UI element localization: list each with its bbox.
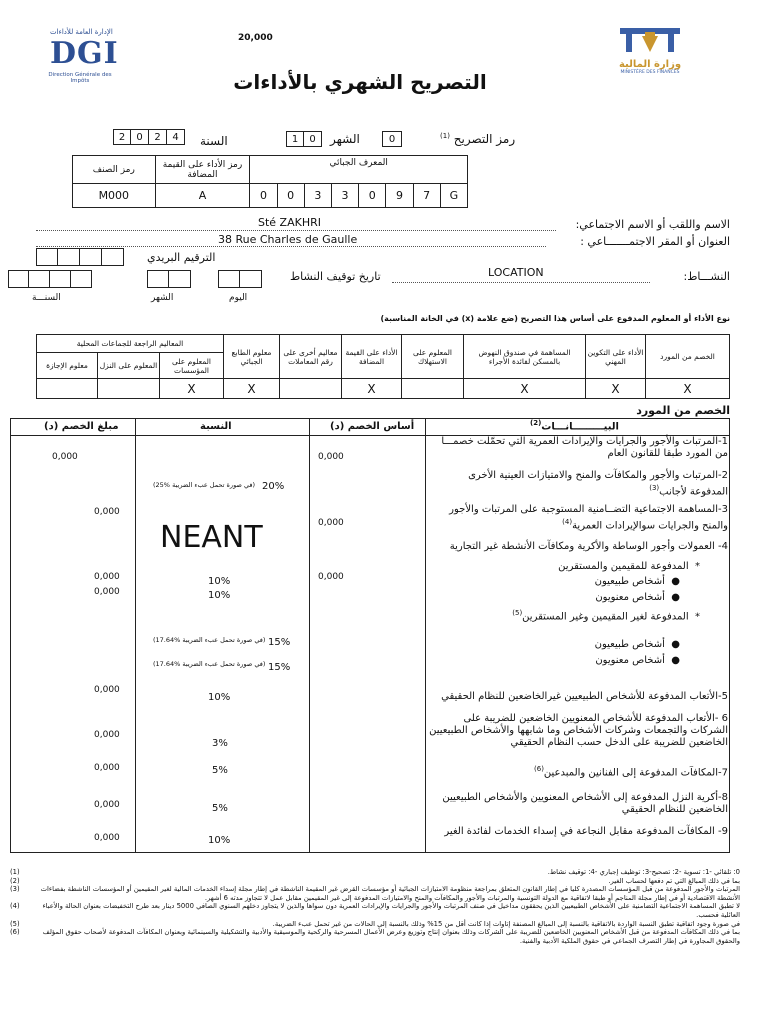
dgi-logo-arabic: الإدارة العامة للأداءات bbox=[50, 28, 113, 36]
address-value[interactable]: 38 Rue Charles de Gaulle bbox=[218, 233, 358, 246]
row-desc: 4- العمولات وأجور الوساطة والأكرية ومكافآت الأنشطة غير التجارية bbox=[449, 541, 728, 552]
footnote-text: المرتبات والأجور المدفوعة من قبل المؤسسات المصدرة كليا في إطار القانون المتعلق بمراجعة منظومة الامتيازات الجبائية أو مؤسسات القرض غير المقيمة الناشطة في إطار مجلة إسداء الخدمات المالية لغير المقيمين أو المؤسسات الناشطة بفضاءات الأنشطة الاقتصادية أو في إطار مجلة المناجم أو طبقا لاتفاقية مع الدولة التونسية والمرتبات والأجور والمكافآت والمنح والامتيازات المدفوعة إلى غير المقيمين مقابل عمل لا تتجاوز مدته 6 أشهر. bbox=[40, 885, 740, 902]
row-rate: 3% bbox=[212, 738, 228, 749]
row-base[interactable]: 0,000 bbox=[318, 518, 344, 528]
footnote-number: (4) bbox=[10, 902, 20, 911]
postal-box[interactable] bbox=[58, 248, 80, 266]
row-rate: 20% bbox=[262, 481, 285, 492]
row-rate: 5% bbox=[212, 803, 228, 814]
row-subdesc-text: أشخاص معنويون bbox=[595, 592, 665, 603]
stop-date-label: تاريخ توقيف النشاط bbox=[290, 270, 381, 283]
stop-month-box[interactable] bbox=[169, 270, 191, 288]
tax-col-header: المعلوم على الاستهلاك bbox=[402, 335, 464, 379]
col-data-header bbox=[530, 419, 619, 432]
row-rate: 10% bbox=[208, 576, 231, 587]
row-desc: 6 -الأتعاب المدفوعة للأشخاص المعنويين الخاضعين للضريبة على الشركات والتجمعات وشركات الأشخاص وما شابهها والأشخاص الطبيعيين الخاضعين للضريبة على الدخل حسب النظام الحقيقي bbox=[429, 713, 728, 748]
tax-col-header: معلوم الإجازة bbox=[37, 353, 98, 379]
footnote-text: في صورة وجود اتفاقية تطبق النسبة الواردة بالاتفاقية بالنسبة إلى المبالغ المصنفة إتاوات إذا كانت أقل من 15% وذلك بالنسبة إلى الحالات من غير تحمل عبء الضريبة. bbox=[272, 919, 740, 928]
tax-col-header: المعلوم على المؤسسات bbox=[160, 353, 224, 379]
row-base[interactable]: 0,000 bbox=[318, 572, 344, 582]
footnote bbox=[10, 877, 740, 886]
category-value[interactable]: M000 bbox=[73, 184, 156, 208]
ministry-emblem-icon bbox=[612, 24, 688, 56]
row-rate-note: (25% في صورة تحمل عبء الضريبة) bbox=[153, 481, 256, 489]
row-rate: 10% bbox=[208, 835, 231, 846]
fiscal-id-digit[interactable]: 9 bbox=[386, 184, 413, 208]
footnote-text: بما في ذلك المكافآت المدفوعة من قبل الأشخاص المعنويين الخاضعين للضريبة على الشركات وذلك بعنوان إنتاج وتوزيع وعرض الأعمال المسرحية والركحية والموسيقية والأدبية والتشكيلية والسينمائية وبعنوان المكافآت المدفوعة لأصحاب حقوق المؤلف والحقوق المجاورة في إطار التصرف الجماعي في حقوق الملكية الأدبية والفنية. bbox=[42, 928, 740, 945]
footnote-number: (2) bbox=[10, 876, 20, 885]
fiscal-id-digit[interactable]: 7 bbox=[413, 184, 440, 208]
year-digit[interactable]: 0 bbox=[131, 129, 149, 145]
row-subdesc-text: أشخاص معنويون bbox=[595, 655, 665, 666]
row-amount[interactable]: 0,000 bbox=[94, 685, 120, 695]
footnote bbox=[10, 868, 740, 877]
tax-col-header: الأداء على القيمة المضافة bbox=[342, 335, 402, 379]
tax-col-header: الخصم من المورد bbox=[646, 335, 730, 379]
footnote-number: (3) bbox=[10, 885, 20, 894]
footnote-number: (5) bbox=[10, 919, 20, 928]
postal-box[interactable] bbox=[36, 248, 58, 266]
month-label: الشهر bbox=[330, 132, 360, 146]
row-desc: 1-المرتبات والأجور والجرايات والإيرادات العمرية التي تحمّلت خصمـــا من المورد طبقا للقانون العام bbox=[441, 436, 728, 459]
tax-col-header: المعلوم على النزل bbox=[98, 353, 160, 379]
row-rate-note: (17.64% في صورة تحمل عبء الضريبة) bbox=[153, 636, 266, 644]
row-desc-text: 7-المكافآت المدفوعة إلى الفنانين والمبدعين bbox=[543, 767, 728, 779]
footnote-number: (6) bbox=[10, 928, 20, 937]
stop-year-label: السنـــة bbox=[32, 293, 61, 303]
year-digit[interactable]: 4 bbox=[167, 129, 185, 145]
tax-types-table bbox=[36, 334, 730, 399]
footnotes bbox=[10, 868, 740, 945]
month-digit[interactable]: 0 bbox=[304, 131, 322, 147]
ids-table bbox=[72, 155, 468, 208]
stop-month-label: الشهر bbox=[151, 293, 174, 303]
category-header: رمز الصنف bbox=[73, 156, 156, 184]
row-desc: 8-أكرية النزل المدفوعة إلى الأشخاص المعنويين والأشخاص الطبيعيين الخاضعين للنظام الحقيقي bbox=[442, 792, 728, 815]
tax-mark-cell[interactable]: X bbox=[646, 379, 730, 399]
fiscal-id-digit[interactable]: 0 bbox=[359, 184, 386, 208]
year-digit[interactable]: 2 bbox=[149, 129, 167, 145]
row-desc bbox=[428, 765, 728, 778]
row-subdesc-text: أشخاص طبيعيون bbox=[594, 576, 665, 587]
page-title: التصريح الشهري بالأداءات bbox=[233, 70, 487, 94]
activity-line bbox=[392, 282, 650, 283]
row-subdesc: ● أشخاص طبيعيون bbox=[594, 576, 680, 587]
row-amount[interactable]: 0,000 bbox=[94, 507, 120, 517]
stop-year-box[interactable] bbox=[50, 270, 71, 288]
row-desc-note: (3) bbox=[649, 484, 660, 492]
tax-mark-cell[interactable]: X bbox=[464, 379, 586, 399]
row-desc: 5-الأتعاب المدفوعة للأشخاص الطبيعيين غيرالخاضعين للنظام الحقيقي bbox=[441, 691, 728, 702]
name-value[interactable]: Sté ZAKHRI bbox=[258, 216, 321, 229]
year-digit[interactable]: 2 bbox=[113, 129, 131, 145]
row-rate-note: (17.64% في صورة تحمل عبء الضريبة) bbox=[153, 660, 266, 668]
postal-code-boxes bbox=[36, 248, 124, 266]
row-amount[interactable]: 0,000 bbox=[52, 452, 78, 462]
row-subdesc: ● أشخاص معنويون bbox=[595, 655, 680, 666]
top-amount: 20,000 bbox=[238, 33, 273, 43]
tax-mark-cell[interactable] bbox=[280, 379, 342, 399]
row-amount[interactable]: 0,000 bbox=[94, 587, 120, 597]
footnote bbox=[10, 928, 740, 945]
tax-col-header: الأداء على التكوين المهني bbox=[586, 335, 646, 379]
vat-code-value[interactable]: A bbox=[155, 184, 250, 208]
row-amount[interactable]: 0,000 bbox=[94, 800, 120, 810]
col-base-header: أساس الخصم (د) bbox=[330, 421, 415, 432]
dgi-logo-french: Direction Générale des Impôts bbox=[48, 72, 112, 84]
tax-mark-cell[interactable]: X bbox=[586, 379, 646, 399]
row-amount[interactable]: 0,000 bbox=[94, 730, 120, 740]
stop-month-boxes bbox=[147, 270, 191, 288]
tax-col-header: معاليم أخرى على رقم المعاملات bbox=[280, 335, 342, 379]
row-desc-note: (6) bbox=[533, 765, 544, 773]
stop-year-boxes bbox=[8, 270, 92, 288]
row-subdesc: * المدفوعة للمقيمين والمستقرين bbox=[558, 561, 700, 572]
row-subdesc: ● أشخاص معنويون bbox=[595, 592, 680, 603]
declaration-code-text: رمز التصريح bbox=[453, 132, 516, 146]
tax-col-header: معلوم الطابع الجبائي bbox=[224, 335, 280, 379]
row-amount[interactable]: 0,000 bbox=[94, 763, 120, 773]
stop-day-label: اليوم bbox=[229, 293, 248, 303]
stop-year-box[interactable] bbox=[29, 270, 50, 288]
row-rate: 5% bbox=[212, 765, 228, 776]
row-subdesc: * المدفوعة لغير المقيمين وغير المستقرين$^{(5)}$ bbox=[512, 609, 700, 623]
row-rate: 10% bbox=[208, 692, 231, 703]
row-base[interactable]: 0,000 bbox=[318, 452, 344, 462]
row-rate: 10% bbox=[208, 590, 231, 601]
col-data-note: (2) bbox=[530, 419, 542, 427]
fiscal-id-digit[interactable]: 0 bbox=[277, 184, 304, 208]
row-amount[interactable]: 0,000 bbox=[94, 572, 120, 582]
name-label: الاسم واللقب أو الاسم الاجتماعي: bbox=[575, 218, 730, 231]
stop-year-box[interactable] bbox=[71, 270, 92, 288]
footnote bbox=[10, 885, 740, 902]
footnote-text: 0: تلقائي -1: تسوية -2: تصحيح-3: توظيف إجباري -4: توقيف نشاط. bbox=[547, 868, 740, 876]
stop-month-box[interactable] bbox=[147, 270, 169, 288]
declaration-code-box[interactable]: 0 bbox=[382, 131, 402, 147]
tax-types-title: نوع الأداء أو المعلوم المدفوع على أساس هذا التصريح (ضع علامة (x) في الخانة المناسبة) bbox=[380, 314, 730, 323]
postal-box[interactable] bbox=[102, 248, 124, 266]
stop-day-box[interactable] bbox=[240, 270, 262, 288]
fiscal-id-digit[interactable]: 3 bbox=[331, 184, 358, 208]
neant-stamp: NEANT bbox=[160, 520, 263, 555]
row-rate: 15% bbox=[268, 662, 291, 673]
tax-mark-cell[interactable] bbox=[402, 379, 464, 399]
stop-day-box[interactable] bbox=[218, 270, 240, 288]
postal-box[interactable] bbox=[80, 248, 102, 266]
month-digit[interactable]: 1 bbox=[286, 131, 304, 147]
footnote-text: بما في ذلك المبالغ التي تم دفعها لحساب الغير. bbox=[608, 876, 740, 885]
footnote bbox=[10, 920, 740, 929]
ministry-name: وزارة المالية bbox=[618, 59, 682, 70]
vat-code-header: رمز الأداء على القيمة المضافة bbox=[155, 156, 250, 184]
activity-value[interactable]: LOCATION bbox=[488, 266, 544, 279]
declaration-code-label bbox=[440, 132, 515, 146]
row-subdesc-text: المدفوعة لغير المقيمين وغير المستقرين bbox=[522, 611, 689, 623]
month-boxes bbox=[286, 131, 322, 147]
tax-mark-cell[interactable]: X bbox=[342, 379, 402, 399]
row-desc-note: (4) bbox=[562, 518, 573, 526]
col-amount-header: مبلغ الخصم (د) bbox=[44, 421, 119, 432]
footnote bbox=[10, 902, 740, 919]
year-label: السنة bbox=[200, 134, 228, 148]
dgi-logo bbox=[44, 26, 134, 96]
declaration-code-note: (1) bbox=[440, 132, 450, 140]
row-desc bbox=[428, 504, 728, 532]
row-desc-note: (5) bbox=[512, 609, 523, 617]
local-taxes-group-header: المعاليم الراجعة للجماعات المحلية bbox=[37, 335, 224, 353]
tax-mark-cell[interactable]: X bbox=[224, 379, 280, 399]
address-label: العنوان أو المقر الاجتمـــــــاعي : bbox=[580, 235, 730, 248]
footnote-text: لا تطبق المساهمة الاجتماعية التضامنية على الأشخاص الطبيعيين الذين يحققون مداخيل في صنف المرتبات والأجور والجرايات والإيرادات العمرية دون سواها والذين لا يتجاوز دخلهم السنوي الصافي 5000 دينار بعد طرح التخفيضات بعنوان الحالة والأعباء العائلية فحسب. bbox=[42, 902, 740, 919]
stop-year-box[interactable] bbox=[8, 270, 29, 288]
row-subdesc-text: المدفوعة للمقيمين والمستقرين bbox=[558, 561, 689, 572]
fiscal-id-digit[interactable]: G bbox=[440, 184, 467, 208]
withholding-title: الخصم من المورد bbox=[636, 404, 730, 417]
postal-code-label: الترقيم البريدي bbox=[147, 251, 216, 264]
fiscal-id-digit[interactable]: 0 bbox=[250, 184, 277, 208]
dgi-logo-text: DGI bbox=[50, 36, 119, 71]
tax-col-header: المساهمة في صندوق النهوض بالمسكن لفائدة الأجراء bbox=[464, 335, 586, 379]
col-data-text: البيـــــــــانـــات bbox=[541, 421, 619, 433]
ministry-logo bbox=[612, 24, 688, 75]
fiscal-id-header: المعرف الجبائي bbox=[250, 156, 468, 184]
fiscal-id-digit[interactable]: 3 bbox=[304, 184, 331, 208]
tax-mark-cell[interactable]: X bbox=[160, 379, 224, 399]
tax-mark-cell[interactable] bbox=[98, 379, 160, 399]
activity-label: النشـــاط: bbox=[683, 270, 730, 283]
row-desc: 9- المكافآت المدفوعة مقابل النجاعة في إسداء الخدمات لفائدة الغير bbox=[444, 826, 728, 837]
row-subdesc: ● أشخاص طبيعيون bbox=[594, 639, 680, 650]
col-rate-header: النسبة bbox=[200, 421, 232, 432]
row-rate: 15% bbox=[268, 637, 291, 648]
stop-day-boxes bbox=[218, 270, 262, 288]
row-amount[interactable]: 0,000 bbox=[94, 833, 120, 843]
row-desc bbox=[428, 470, 728, 498]
footnote-number: (1) bbox=[10, 868, 20, 876]
name-line bbox=[36, 230, 556, 231]
row-desc-text: 3-المساهمة الاجتماعية التضــامنية المستوجبة على المرتبات والأجور والمنح والجرايات سوالإيرادات العمرية bbox=[449, 504, 728, 532]
ministry-sub: MINISTÈRE DES FINANCES bbox=[620, 70, 680, 75]
row-desc-text: 2-المرتبات والأجور والمكافآت والمنح والامتيازات العينية الأخرى المدفوعة لأجانب bbox=[468, 470, 728, 498]
tax-mark-cell[interactable] bbox=[37, 379, 98, 399]
year-boxes bbox=[113, 129, 185, 145]
row-subdesc-text: أشخاص طبيعيون bbox=[594, 639, 665, 650]
address-line bbox=[36, 246, 546, 247]
